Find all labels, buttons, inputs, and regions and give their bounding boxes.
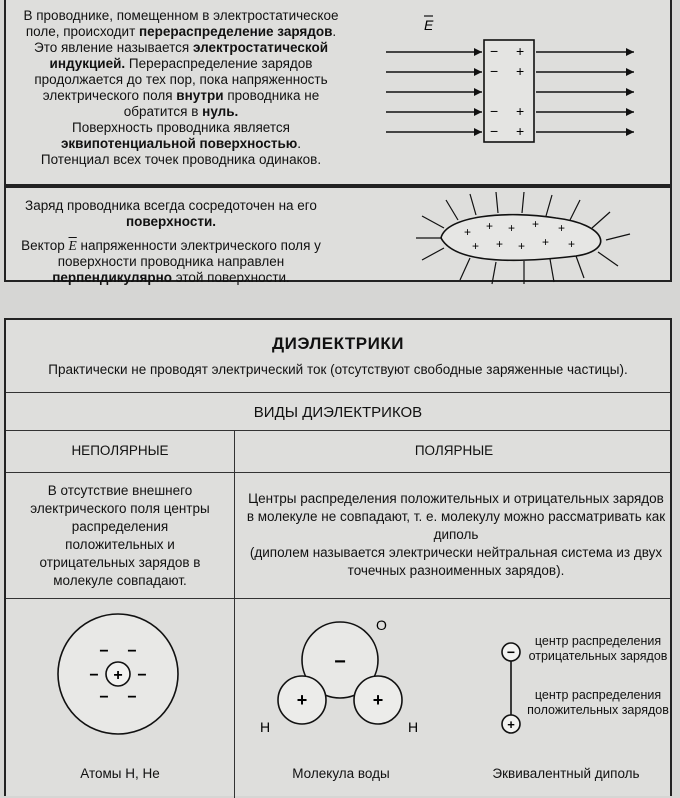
conductor-panel [4,0,672,186]
atom-o-label: O [376,617,387,633]
text-span: Перераспределение зарядов продолжается до тех пор, пока напряженность электрического поля [34,56,328,103]
dipole-caption: Эквивалентный диполь [492,766,640,781]
svg-text:+: + [507,717,515,732]
polar-header: ПОЛЯРНЫЕ [414,443,494,458]
conductor-text [16,8,346,168]
polar-description [246,490,666,580]
nonpolar-header: НЕПОЛЯРНЫЕ [71,443,169,458]
vector-e: $\overline{E}$ [68,238,77,253]
surface-text [16,198,326,294]
water-molecule-diagram [238,600,438,750]
svg-text:+: + [516,103,525,119]
svg-text:+: + [486,219,494,233]
text-span: . Это явление называется [33,24,337,55]
svg-text:+: + [518,239,526,253]
svg-text:+: + [532,217,540,231]
text-span: . [297,136,302,151]
svg-text:−: − [127,689,137,706]
nonpolar-atom-diagram [6,600,234,750]
dipole-diagram [481,600,541,750]
text-span: Заряд проводника всегда сосредоточен на его [25,198,317,213]
svg-text:+: + [496,237,504,251]
polar-desc-main: Центры распределения положительных и отрицательных зарядов в молекуле не совпадают, т. е. молекулу можно рассматривать как диполь [246,491,666,542]
svg-text:−: − [99,643,109,660]
svg-text:−: − [127,643,137,660]
svg-text:+: + [516,123,525,139]
svg-text:+: + [516,43,525,59]
divider [6,472,670,473]
svg-text:+: + [113,667,123,684]
svg-text:+: + [516,63,525,79]
potential-paragraph: Потенциал всех точек проводника одинаков. [40,152,322,167]
negative-center-label: центр распределения отрицательных зарядов [528,634,668,663]
svg-text:−: − [99,689,109,706]
types-title: ВИДЫ ДИЭЛЕКТРИКОВ [253,404,423,421]
text-span: этой поверхности. [175,270,290,285]
text-span: Поверхность проводника является [72,120,290,135]
atom-h-label: H [260,719,271,735]
svg-text:+: + [372,690,384,710]
column-divider [234,430,235,798]
svg-text:−: − [490,43,499,59]
svg-text:−: − [490,103,499,119]
dielectrics-subtitle: Практически не проводят электрический ток (отсутствуют свободные заряженные частицы). [48,362,628,377]
bold-term: перпендикулярно [52,270,172,285]
svg-text:−: − [490,123,499,139]
bold-term: электростатической индукцией. [49,40,328,71]
text-span: напряженности электрического поля у поверхности проводника направлен [57,238,321,269]
dielectrics-title: ДИЭЛЕКТРИКИ [272,334,404,353]
svg-text:−: − [89,667,99,684]
bold-term: эквипотенциальной поверхностью [60,136,298,151]
surface-charge-panel [4,186,672,285]
text-span: Вектор [21,238,65,253]
surface-paragraph [16,198,326,230]
svg-text:−: − [506,644,516,660]
dielectrics-panel [4,318,672,796]
svg-text:+: + [568,237,576,251]
svg-text:+: + [508,221,516,235]
atom-h-label: H [408,719,419,735]
atoms-caption: Атомы H, He [80,766,160,781]
surface-field-diagram [336,188,666,284]
svg-text:+: + [464,225,472,239]
equipotential-paragraph [16,120,346,152]
bold-term: перераспределение зарядов [139,24,333,39]
svg-text:+: + [472,239,480,253]
svg-text:+: + [542,235,550,249]
text-span: В проводнике, помещенном в электростатическое поле, происходит [23,8,339,39]
bold-term: внутри [176,88,224,103]
svg-text:−: − [334,651,346,673]
divider [6,392,670,393]
svg-text:+: + [558,221,566,235]
bold-term: поверхности. [126,214,216,229]
svg-text:−: − [137,667,147,684]
vector-paragraph [16,238,326,286]
field-label: E [424,17,434,33]
conductor-field-diagram [366,0,666,186]
positive-center-label: центр распределения положительных зарядов [527,688,669,717]
bold-term: нуль. [202,104,239,119]
nonpolar-description: В отсутствие внешнего электрического поля центры распределения положительных и отрицательных зарядов в молекуле совпадают. [30,483,210,588]
svg-text:+: + [296,690,308,710]
induction-paragraph [16,8,346,120]
polar-desc-note: (диполем называется электрически нейтральная система из двух точечных разноименных зарядов). [249,545,663,578]
water-caption: Молекула воды [292,766,390,781]
divider [6,598,670,599]
divider [6,430,670,431]
svg-text:−: − [490,63,499,79]
text-span: проводника не обратится в [123,88,320,119]
